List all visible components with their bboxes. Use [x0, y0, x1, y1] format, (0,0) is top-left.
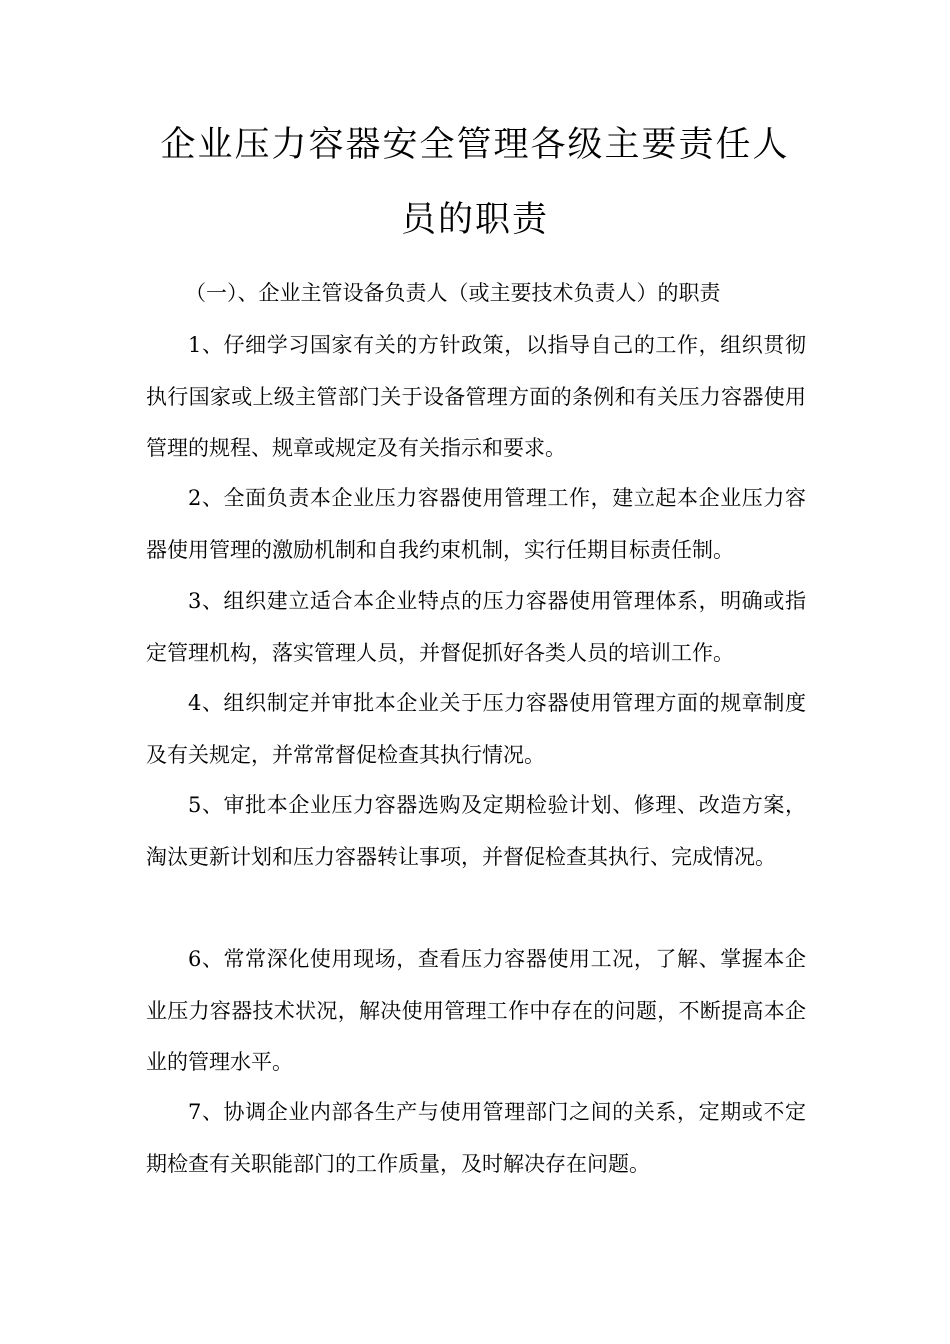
document-title-line-1: 企业压力容器安全管理各级主要责任人	[160, 125, 790, 165]
paragraph-1: 1、仔细学习国家有关的方针政策，以指导自己的工作，组织贯彻执行国家或上级主管部门关于设备管理方面的条例和有关压力容器使用管理的规程、规章或规定及有关指示和要求。	[146, 333, 806, 460]
document-title-line-2: 员的职责	[400, 200, 549, 240]
paragraph-2: 2、全面负责本企业压力容器使用管理工作，建立起本企业压力容器使用管理的激励机制和自我约束机制，实行任期目标责任制。	[146, 486, 806, 562]
paragraph-5: 5、审批本企业压力容器选购及定期检验计划、修理、改造方案，淘汰更新计划和压力容器转让事项，并督促检查其执行、完成情况。	[146, 793, 806, 869]
paragraph-7: 7、协调企业内部各生产与使用管理部门之间的关系，定期或不定期检查有关职能部门的工作质量，及时解决存在问题。	[146, 1100, 806, 1176]
paragraph-4: 4、组织制定并审批本企业关于压力容器使用管理方面的规章制度及有关规定，并常常督促检查其执行情况。	[146, 691, 806, 767]
section-heading: （一）、企业主管设备负责人（或主要技术负责人）的职责	[185, 281, 721, 305]
paragraph-3: 3、组织建立适合本企业特点的压力容器使用管理体系，明确或指定管理机构，落实管理人员，并督促抓好各类人员的培训工作。	[146, 589, 806, 665]
paragraph-6: 6、常常深化使用现场，查看压力容器使用工况，了解、掌握本企业压力容器技术状况，解决使用管理工作中存在的问题，不断提高本企业的管理水平。	[146, 947, 806, 1074]
